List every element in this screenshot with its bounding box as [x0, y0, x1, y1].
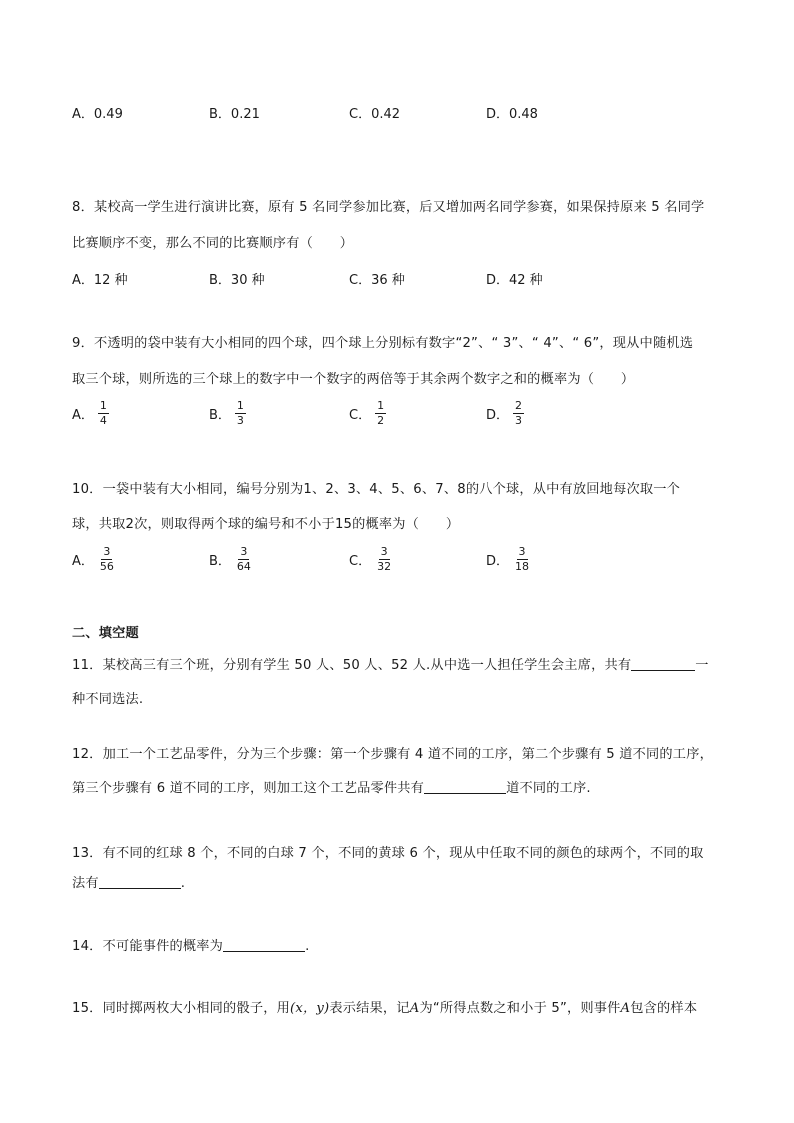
numerator: 3: [380, 545, 388, 558]
option-label: B．: [209, 553, 231, 569]
option-label: C．: [349, 407, 372, 423]
q13-text-b: .: [180, 876, 186, 891]
answer-blank: [424, 793, 506, 794]
q10-option-a: [72, 546, 116, 572]
denominator: 3: [515, 413, 523, 427]
q10-stem-line1: 10．一袋中装有大小相同，编号分别为1、2、3、4、5、6、7、8的八个球，从中有放回地每次取一个: [72, 482, 681, 497]
fraction: [98, 400, 109, 426]
q8-option-a: A．12 种: [72, 273, 128, 288]
fraction: [235, 546, 253, 572]
fraction: [513, 546, 531, 572]
q10-stem-line2: 球，共取2次，则取得两个球的编号和不小于15的概率为（ ）: [72, 517, 460, 532]
q9-stem-line2: 取三个球，则所选的三个球上的数字中一个数字的两倍等于其余两个数字之和的概率为（ ）: [72, 372, 635, 387]
q7-option-d: D．0.48: [486, 107, 538, 122]
numerator: 1: [236, 399, 244, 412]
q8-option-c: C．36 种: [349, 273, 405, 288]
numerator: 3: [518, 545, 526, 558]
numerator: 3: [240, 545, 248, 558]
q15-stem-line1: [72, 997, 697, 1016]
denominator: 32: [377, 559, 392, 573]
q9-option-d: [486, 400, 524, 426]
q12-text-a: 第三个步骤有 6 道不同的工序，则加工这个工艺品零件共有: [72, 781, 425, 796]
q15-math-a1: A: [409, 1001, 420, 1016]
option-label: A．: [72, 407, 94, 423]
option-label: D．: [486, 407, 510, 423]
numerator: 3: [103, 545, 111, 558]
q8-option-b: B．30 种: [209, 273, 265, 288]
denominator: 18: [515, 559, 530, 573]
q10-option-d: [486, 546, 531, 572]
q15-text-a: 15．同时掷两枚大小相同的骰子，用: [72, 1001, 290, 1016]
q11-stem-line1: [72, 654, 709, 673]
q8-option-d: D．42 种: [486, 273, 543, 288]
q7-option-b: B．0.21: [209, 107, 260, 122]
option-label: B．: [209, 407, 231, 423]
q15-text-c: 表示结果，记: [329, 1001, 410, 1016]
denominator: 3: [236, 413, 244, 427]
answer-blank: [223, 951, 305, 952]
q15-math-a2: A: [620, 1001, 631, 1016]
q15-math-xy: (x，y): [290, 1001, 330, 1016]
q15-text-g: 包含的样本: [630, 1001, 698, 1016]
q7-option-c: C．0.42: [349, 107, 401, 122]
q11-stem-line2: 种不同选法.: [72, 692, 144, 707]
numerator: 2: [515, 399, 523, 412]
q8-stem-line2: 比赛顺序不变，那么不同的比赛顺序有（ ）: [72, 236, 354, 251]
denominator: 56: [99, 559, 114, 573]
answer-blank: [631, 670, 695, 671]
fraction: [375, 546, 393, 572]
q7-option-a: A．0.49: [72, 107, 123, 122]
q12-stem-line1: 12．加工一个工艺品零件，分为三个步骤：第一个步骤有 4 道不同的工序，第二个步骤有 5 道不同的工序，: [72, 747, 713, 762]
fraction: [235, 400, 246, 426]
answer-blank: [99, 888, 181, 889]
q11-text-b: 一: [695, 658, 709, 673]
q9-stem-line1: 9．不透明的袋中装有大小相同的四个球，四个球上分别标有数字“2”、“ 3”、“ 4”、“ 6”，现从中随机选: [72, 336, 694, 351]
q14-stem: [72, 935, 309, 954]
q14-text-a: 14．不可能事件的概率为: [72, 939, 224, 954]
denominator: 2: [377, 413, 385, 427]
numerator: 1: [377, 399, 385, 412]
q13-text-a: 法有: [72, 876, 99, 891]
q14-text-b: .: [305, 939, 310, 954]
fraction: [98, 546, 116, 572]
q8-stem-line1: 8．某校高一学生进行演讲比赛，原有 5 名同学参加比赛，后又增加两名同学参赛，如果保持原来 5 名同学: [72, 200, 705, 215]
q10-option-b: [209, 546, 253, 572]
q9-option-b: [209, 400, 246, 426]
q13-stem-line1: 13．有不同的红球 8 个，不同的白球 7 个，不同的黄球 6 个，现从中任取不同的颜色的球两个，不同的取: [72, 846, 704, 861]
q11-text-a: 11．某校高三有三个班，分别有学生 50 人、50 人、52 人.从中选一人担任学生会主席，共有: [72, 658, 632, 673]
section-heading-fill-in: 二、填空题: [72, 626, 139, 641]
q10-option-c: [349, 546, 393, 572]
denominator: 64: [236, 559, 251, 573]
q12-stem-line2: [72, 777, 591, 796]
q12-text-b: 道不同的工序.: [506, 781, 591, 796]
option-label: D．: [486, 553, 510, 569]
denominator: 4: [99, 413, 107, 427]
numerator: 1: [99, 399, 107, 412]
fraction: [375, 400, 386, 426]
q9-option-c: [349, 400, 386, 426]
option-label: C．: [349, 553, 372, 569]
q9-option-a: [72, 400, 109, 426]
option-label: A．: [72, 553, 94, 569]
q15-text-e: 为“所得点数之和小于 5”，则事件: [419, 1001, 621, 1016]
fraction: [513, 400, 524, 426]
q13-stem-line2: [72, 872, 185, 891]
